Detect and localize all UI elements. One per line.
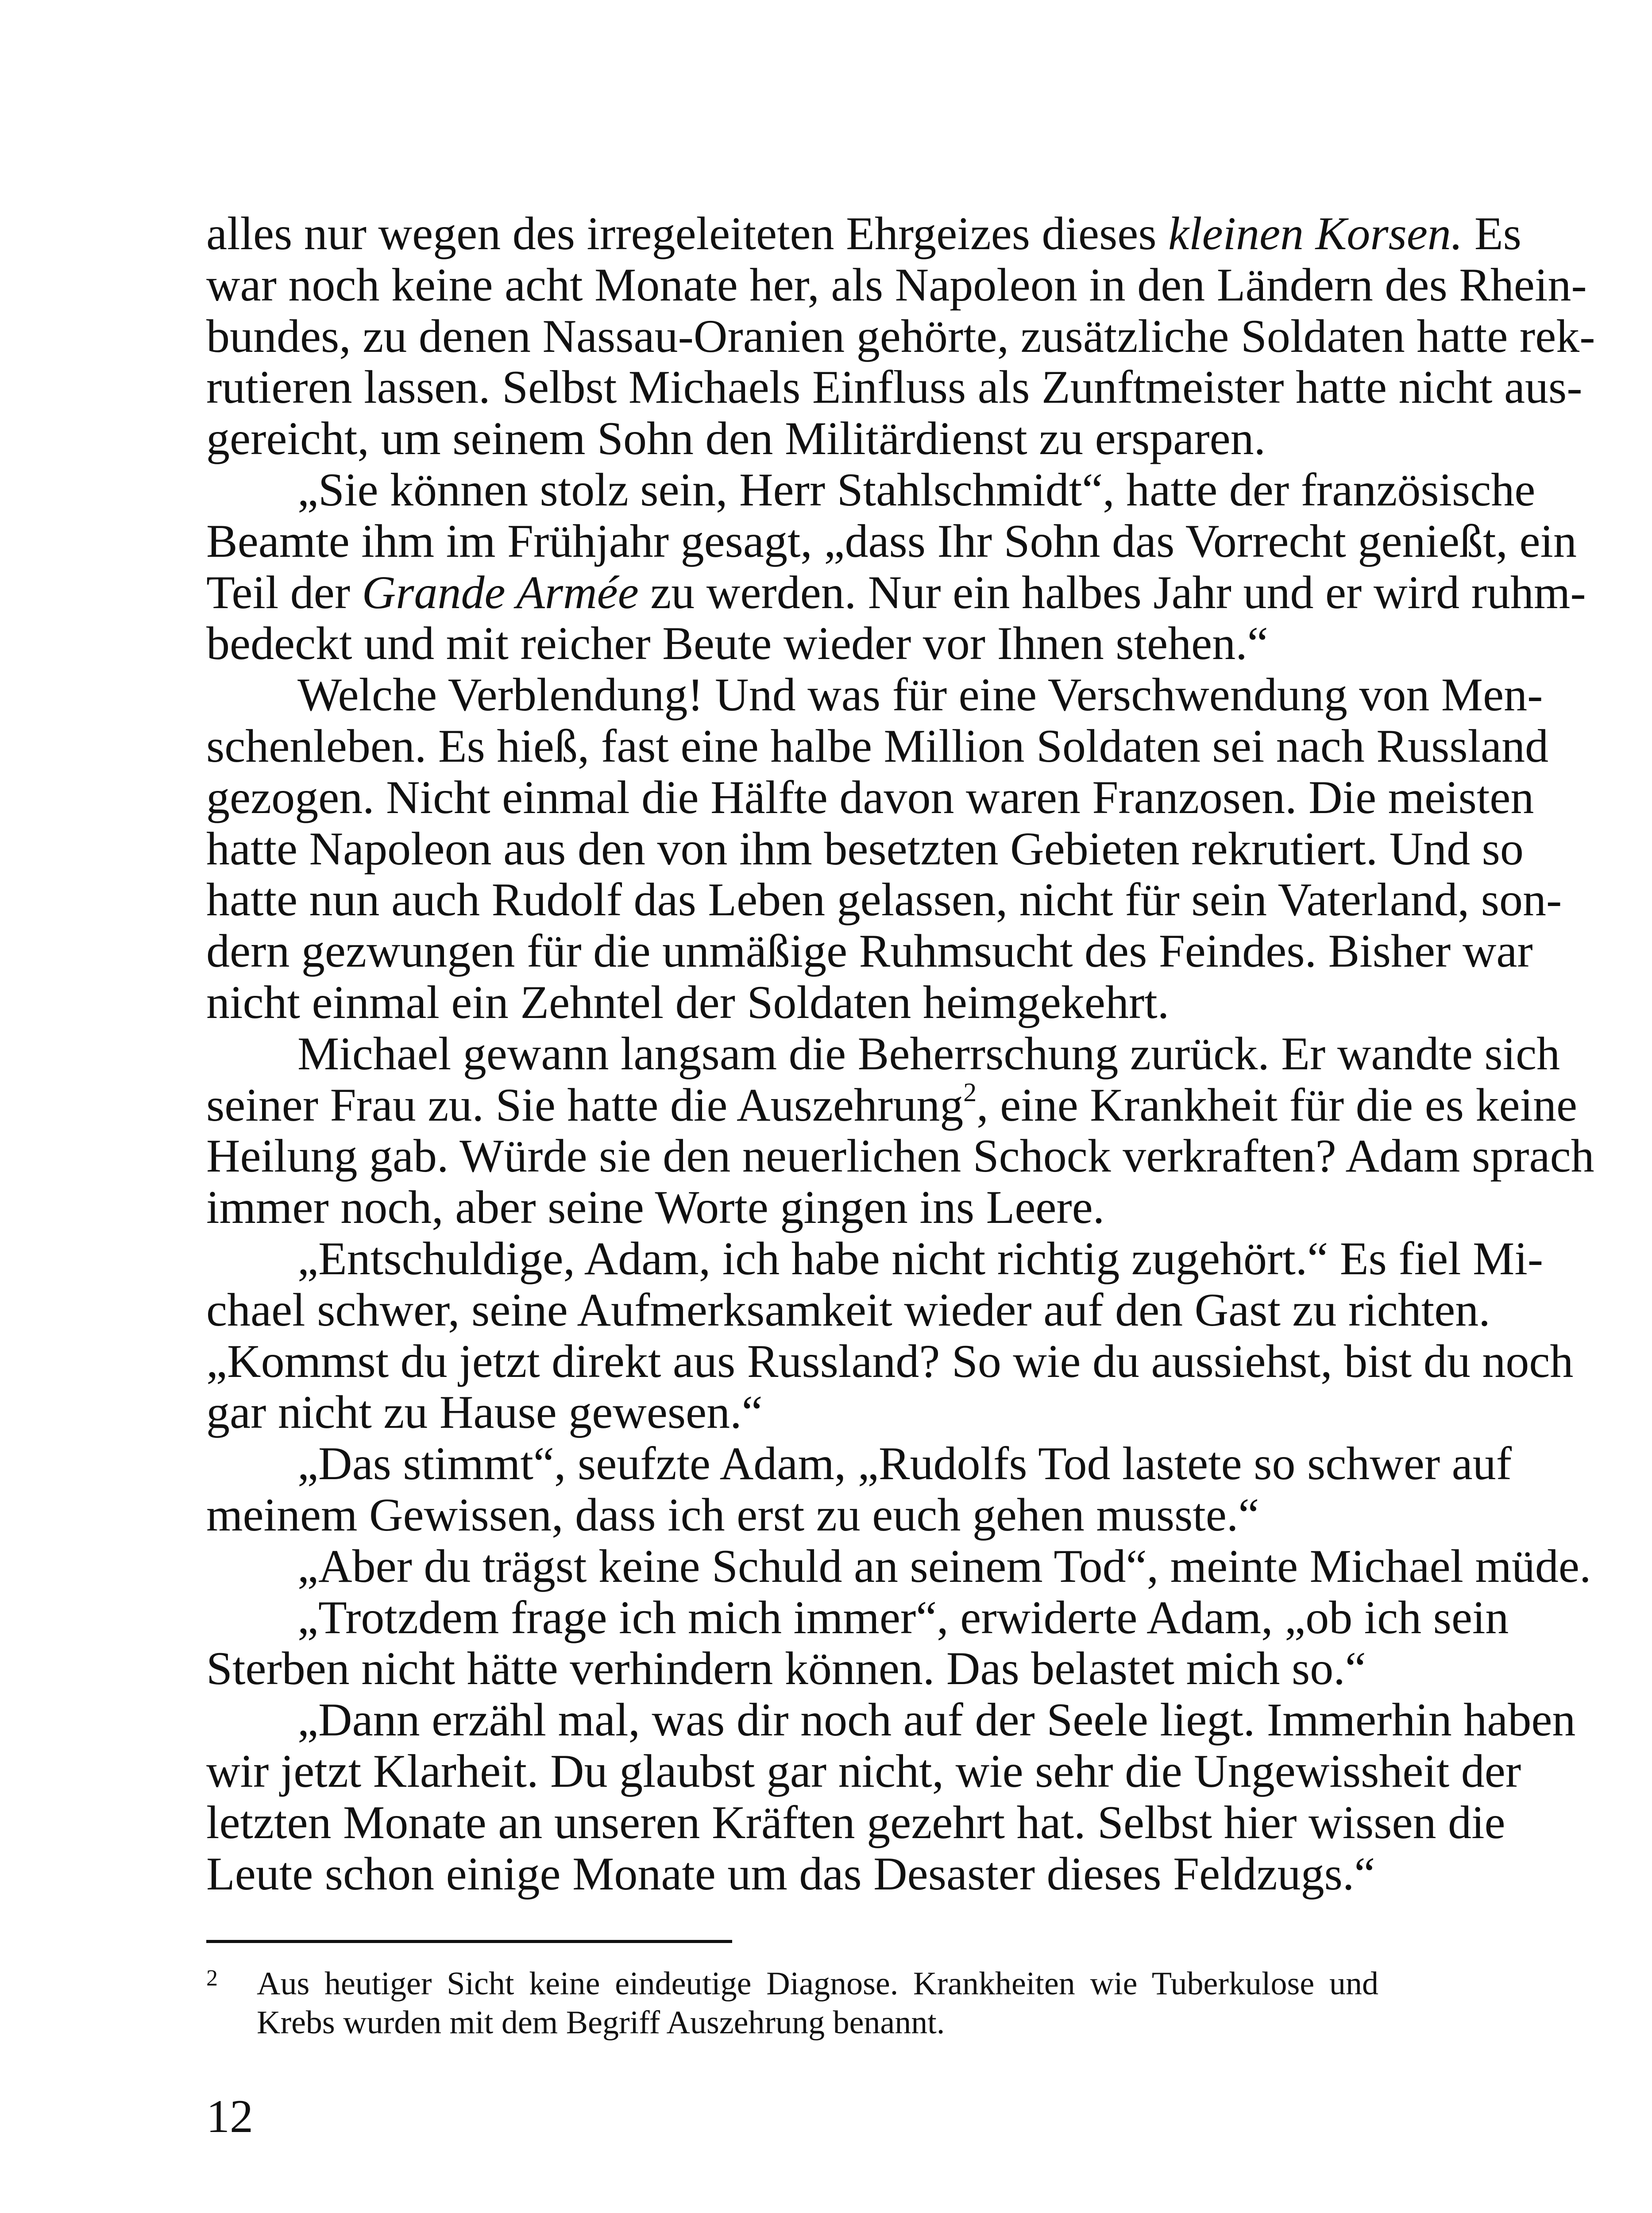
emphasis: Grande Armée xyxy=(362,566,639,618)
text-line: schenleben. Es hieß, fast eine halbe Million Soldaten sei nach Russland xyxy=(206,720,1549,772)
text-line: Heilung gab. Würde sie den neuerlichen Schock verkraften? Adam sprach xyxy=(206,1130,1594,1182)
text-line: „Sie können stolz sein, Herr Stahlschmidt“, hatte der französische xyxy=(297,463,1536,516)
emphasis: kleinen Korsen. xyxy=(1168,208,1463,259)
footnote-line: Krebs wurden mit dem Begriff Auszehrung benannt. xyxy=(257,2005,945,2041)
footnote-line: Aus heutiger Sicht keine eindeutige Diagnose. Krankheiten wie Tuberkulose und xyxy=(257,1966,1378,2002)
text-line: hatte nun auch Rudolf das Leben gelassen, nicht für sein Vaterland, son- xyxy=(206,874,1562,926)
text-line: alles nur wegen des irregeleiteten Ehrgeizes dieses kleinen Korsen. Es xyxy=(206,208,1521,259)
text-line: Beamte ihm im Frühjahr gesagt, „dass Ihr Sohn das Vorrecht genießt, ein xyxy=(206,515,1577,567)
text-line: bundes, zu denen Nassau-Oranien gehörte, zusätzliche Soldaten hatte rek- xyxy=(206,310,1595,362)
text-line: „Entschuldige, Adam, ich habe nicht richtig zugehört.“ Es fiel Mi- xyxy=(297,1232,1544,1284)
text-line: letzten Monate an unseren Kräften gezehrt hat. Selbst hier wissen die xyxy=(206,1796,1505,1848)
text-line: dern gezwungen für die unmäßige Ruhmsucht des Feindes. Bisher war xyxy=(206,925,1533,977)
text-line: „Das stimmt“, seufzte Adam, „Rudolfs Tod lastete so schwer auf xyxy=(297,1438,1512,1490)
text-line: Michael gewann langsam die Beherrschung zurück. Er wandte sich xyxy=(297,1027,1560,1080)
footnote-separator xyxy=(206,1940,732,1943)
footnote-number: 2 xyxy=(206,1966,218,1991)
text-line: rutieren lassen. Selbst Michaels Einfluss als Zunftmeister hatte nicht aus- xyxy=(206,361,1583,413)
text-line: „Kommst du jetzt direkt aus Russland? So wie du aussiehst, bist du noch xyxy=(206,1335,1574,1387)
footnote-reference: 2 xyxy=(963,1077,977,1107)
text-line: wir jetzt Klarheit. Du glaubst gar nicht, wie sehr die Ungewissheit der xyxy=(206,1745,1521,1797)
text-line: meinem Gewissen, dass ich erst zu euch gehen musste.“ xyxy=(206,1488,1259,1541)
text-line: „Aber du trägst keine Schuld an seinem Tod“, meinte Michael müde. xyxy=(297,1540,1591,1592)
body-text xyxy=(206,208,1595,1900)
text-line: gar nicht zu Hause gewesen.“ xyxy=(206,1386,763,1438)
text-line: nicht einmal ein Zehntel der Soldaten heimgekehrt. xyxy=(206,976,1170,1028)
text-line: Welche Verblendung! Und was für eine Verschwendung von Men- xyxy=(297,669,1543,721)
text-line: immer noch, aber seine Worte gingen ins Leere. xyxy=(206,1181,1105,1234)
text-line: Leute schon einige Monate um das Desaster dieses Feldzugs.“ xyxy=(206,1847,1375,1900)
text-line: war noch keine acht Monate her, als Napoleon in den Ländern des Rhein- xyxy=(206,258,1587,311)
page-number: 12 xyxy=(206,2090,253,2142)
text-line: „Dann erzähl mal, was dir noch auf der Seele liegt. Immerhin haben xyxy=(297,1694,1576,1746)
text-line: „Trotzdem frage ich mich immer“, erwiderte Adam, „ob ich sein xyxy=(297,1591,1509,1643)
text-line: chael schwer, seine Aufmerksamkeit wieder auf den Gast zu richten. xyxy=(206,1284,1490,1336)
text-line: seiner Frau zu. Sie hatte die Auszehrung$^2$, eine Krankheit für die es keine xyxy=(206,1077,1578,1131)
text-line: gezogen. Nicht einmal die Hälfte davon waren Franzosen. Die meisten xyxy=(206,771,1534,823)
text-line: hatte Napoleon aus den von ihm besetzten Gebieten rekrutiert. Und so xyxy=(206,822,1524,875)
text-line: Teil der Grande Armée zu werden. Nur ein halbes Jahr und er wird ruhm- xyxy=(206,566,1586,618)
text-line: gereicht, um seinem Sohn den Militärdienst zu ersparen. xyxy=(206,413,1266,465)
text-line: Sterben nicht hätte verhindern können. Das belastet mich so.“ xyxy=(206,1642,1366,1695)
text-line: bedeckt und mit reicher Beute wieder vor Ihnen stehen.“ xyxy=(206,617,1268,670)
footnote xyxy=(257,1964,1378,2042)
